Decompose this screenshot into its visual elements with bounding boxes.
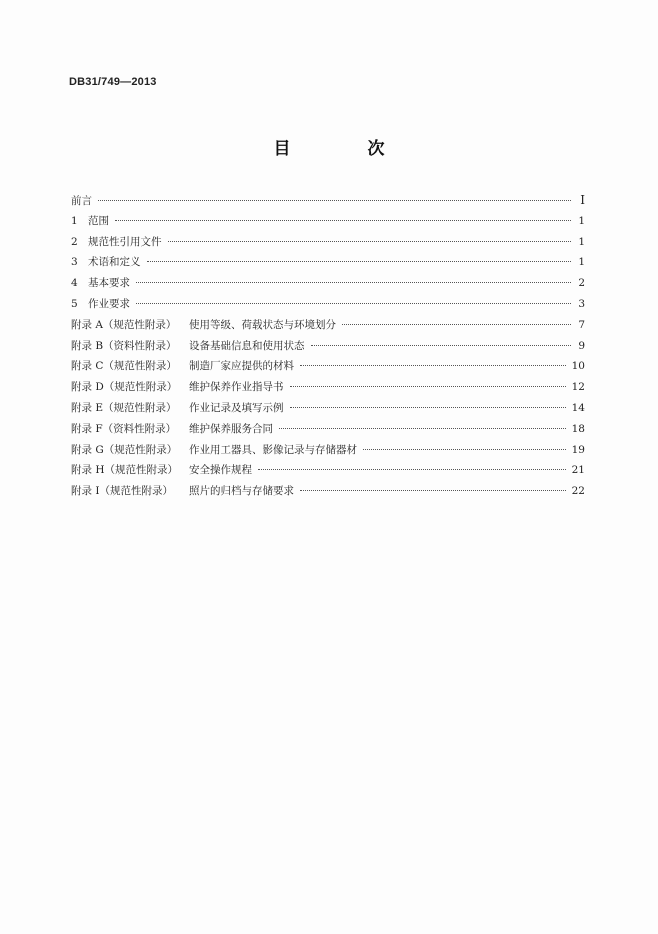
page-number: 12 bbox=[571, 381, 585, 394]
page-number: 1 bbox=[578, 235, 585, 248]
section-number: 5 bbox=[71, 297, 78, 310]
section-number: 1 bbox=[71, 214, 78, 227]
entry-title: 制造厂家应提供的材料 bbox=[189, 360, 294, 373]
toc-entry[interactable] bbox=[71, 232, 585, 253]
dot-leader bbox=[363, 449, 566, 450]
dot-leader bbox=[342, 324, 571, 325]
annex-label: 附录 H（规范性附录） bbox=[71, 464, 178, 477]
toc-entry[interactable] bbox=[71, 294, 585, 315]
entry-title: 使用等级、荷载状态与环境划分 bbox=[189, 318, 336, 331]
toc-entry[interactable] bbox=[71, 315, 585, 336]
entry-title: 作业记录及填写示例 bbox=[189, 401, 284, 414]
dot-leader bbox=[300, 365, 566, 366]
entry-title: 设备基础信息和使用状态 bbox=[189, 339, 305, 352]
toc-entry[interactable] bbox=[71, 481, 585, 502]
toc-entry[interactable] bbox=[71, 336, 585, 357]
dot-leader bbox=[300, 490, 566, 491]
toc-entry[interactable] bbox=[71, 252, 585, 273]
entry-title: 术语和定义 bbox=[88, 256, 141, 269]
page-number: 2 bbox=[578, 277, 585, 290]
page-number: 19 bbox=[571, 443, 585, 456]
dot-leader bbox=[136, 282, 571, 283]
section-number: 3 bbox=[71, 256, 78, 269]
page-number: 18 bbox=[571, 422, 585, 435]
entry-title: 规范性引用文件 bbox=[88, 235, 162, 248]
dot-leader bbox=[98, 200, 571, 201]
dot-leader bbox=[136, 303, 571, 304]
page-number: 9 bbox=[578, 339, 585, 352]
annex-label: 附录 F（资料性附录） bbox=[71, 422, 177, 435]
toc-entry[interactable] bbox=[71, 377, 585, 398]
entry-title: 作业要求 bbox=[88, 297, 130, 310]
toc-entry[interactable] bbox=[71, 440, 585, 461]
toc-entry[interactable] bbox=[71, 273, 585, 294]
dot-leader bbox=[311, 345, 572, 346]
page-number: 7 bbox=[578, 318, 585, 331]
dot-leader bbox=[147, 261, 572, 262]
annex-label: 附录 G（规范性附录） bbox=[71, 443, 178, 456]
entry-title: 维护保养作业指导书 bbox=[189, 381, 284, 394]
dot-leader bbox=[115, 220, 571, 221]
page-number: I bbox=[580, 193, 585, 207]
entry-title: 照片的归档与存储要求 bbox=[189, 485, 294, 498]
annex-label: 附录 A（规范性附录） bbox=[71, 318, 177, 331]
page-number: 22 bbox=[571, 485, 585, 498]
dot-leader bbox=[290, 407, 566, 408]
dot-leader bbox=[290, 386, 566, 387]
table-of-contents bbox=[71, 190, 585, 502]
section-number: 2 bbox=[71, 235, 78, 248]
page-number: 1 bbox=[578, 256, 585, 269]
page-number: 1 bbox=[578, 214, 585, 227]
toc-entry[interactable] bbox=[71, 190, 585, 211]
annex-label: 附录 D（规范性附录） bbox=[71, 381, 178, 394]
entry-title: 维护保养服务合同 bbox=[189, 422, 273, 435]
annex-label: 附录 C（规范性附录） bbox=[71, 360, 177, 373]
toc-entry[interactable] bbox=[71, 211, 585, 232]
page-number: 10 bbox=[571, 360, 585, 373]
page-number: 14 bbox=[571, 401, 585, 414]
page-number: 3 bbox=[578, 297, 585, 310]
toc-entry[interactable] bbox=[71, 419, 585, 440]
page-number: 21 bbox=[571, 464, 585, 477]
standard-code: DB31/749—2013 bbox=[69, 76, 157, 88]
annex-label: 附录 I（规范性附录） bbox=[71, 485, 173, 498]
dot-leader bbox=[168, 241, 572, 242]
dot-leader bbox=[258, 469, 566, 470]
toc-entry[interactable] bbox=[71, 398, 585, 419]
toc-entry[interactable] bbox=[71, 356, 585, 377]
page-title: 目 次 bbox=[273, 139, 415, 159]
section-number: 4 bbox=[71, 277, 78, 290]
entry-title: 作业用工器具、影像记录与存储器材 bbox=[189, 443, 357, 456]
annex-label: 附录 B（资料性附录） bbox=[71, 339, 177, 352]
entry-title: 基本要求 bbox=[88, 277, 130, 290]
dot-leader bbox=[279, 428, 566, 429]
annex-label: 附录 E（规范性附录） bbox=[71, 401, 177, 414]
entry-title: 范围 bbox=[88, 214, 109, 227]
entry-title: 安全操作规程 bbox=[189, 464, 252, 477]
toc-entry[interactable] bbox=[71, 460, 585, 481]
entry-title: 前言 bbox=[71, 195, 92, 207]
